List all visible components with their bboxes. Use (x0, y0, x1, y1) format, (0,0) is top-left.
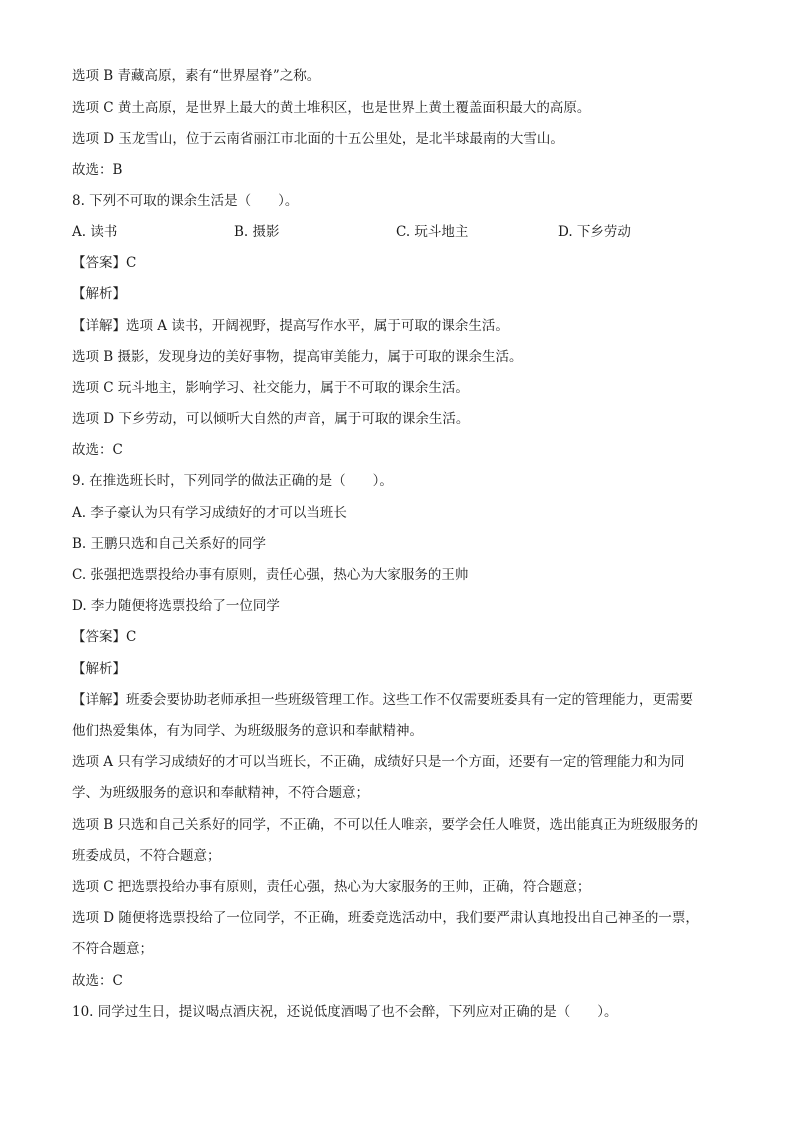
q9-conclusion: 故选：C (72, 973, 123, 989)
q8-answer: 【答案】C (72, 255, 137, 271)
question-8-stem: 8. 下列不可取的课余生活是（ ）。 (72, 193, 299, 209)
q9-detail-line: 不符合题意； (72, 941, 153, 957)
q8-option-d: D. 下乡劳动 (558, 224, 631, 240)
text-line: 选项 D 玉龙雪山，位于云南省丽江市北面的十五公里处，是北半球最南的大雪山。 (72, 131, 564, 147)
q9-answer: 【答案】C (72, 629, 137, 645)
q8-option-a: A. 读书 (72, 224, 118, 240)
q9-analysis-label: 【解析】 (72, 661, 126, 677)
q8-detail-line: 选项 B 摄影，发现身边的美好事物，提高审美能力，属于可取的课余生活。 (72, 349, 523, 365)
q9-detail-line: 选项 A 只有学习成绩好的才可以当班长，不正确，成绩好只是一个方面，还要有一定的管理能力和为同 (72, 754, 685, 770)
q9-detail-line: 选项 D 随便将选票投给了一位同学，不正确，班委竞选活动中，我们要严肃认真地投出自己神圣的一票， (72, 910, 699, 926)
q8-detail-line: 选项 C 玩斗地主，影响学习、社交能力，属于不可取的课余生活。 (72, 380, 469, 396)
q9-option-a: A. 李子豪认为只有学习成绩好的才可以当班长 (72, 505, 347, 521)
q8-conclusion: 故选：C (72, 442, 123, 458)
question-10-stem: 10. 同学过生日，提议喝点酒庆祝，还说低度酒喝了也不会醉，下列应对正确的是（ ）。 (72, 1004, 618, 1020)
q9-option-d: D. 李力随便将选票投给了一位同学 (72, 598, 280, 614)
q9-option-c: C. 张强把选票投给办事有原则，责任心强，热心为大家服务的王帅 (72, 567, 469, 583)
q9-detail-line: 【详解】班委会要协助老师承担一些班级管理工作。这些工作不仅需要班委具有一定的管理能力，更需要 (72, 692, 693, 708)
q8-detail-line: 【详解】选项 A 读书，开阔视野，提高写作水平，属于可取的课余生活。 (72, 318, 509, 334)
question-9-stem: 9. 在推选班长时，下列同学的做法正确的是（ ）。 (72, 473, 393, 489)
text-line: 选项 C 黄土高原，是世界上最大的黄土堆积区，也是世界上黄土覆盖面积最大的高原。 (72, 100, 591, 116)
q8-option-b: B. 摄影 (234, 224, 280, 240)
q9-detail-line: 选项 C 把选票投给办事有原则，责任心强，热心为大家服务的王帅，正确，符合题意； (72, 879, 591, 895)
q8-detail-line: 选项 D 下乡劳动，可以倾听大自然的声音，属于可取的课余生活。 (72, 411, 470, 427)
q9-detail-line: 他们热爱集体，有为同学、为班级服务的意识和奉献精神。 (72, 723, 423, 739)
conclusion-line: 故选：B (72, 162, 123, 178)
q9-detail-line: 学、为班级服务的意识和奉献精神，不符合题意； (72, 785, 369, 801)
q9-detail-line: 班委成员，不符合题意； (72, 848, 221, 864)
q9-detail-line: 选项 B 只选和自己关系好的同学，不正确，不可以任人唯亲，要学会任人唯贤，选出能真正为班级服务的 (72, 817, 699, 833)
text-line: 选项 B 青藏高原，素有“世界屋脊”之称。 (72, 68, 321, 84)
q9-option-b: B. 王鹏只选和自己关系好的同学 (72, 536, 267, 552)
q8-option-c: C. 玩斗地主 (396, 224, 469, 240)
q8-analysis-label: 【解析】 (72, 286, 126, 302)
